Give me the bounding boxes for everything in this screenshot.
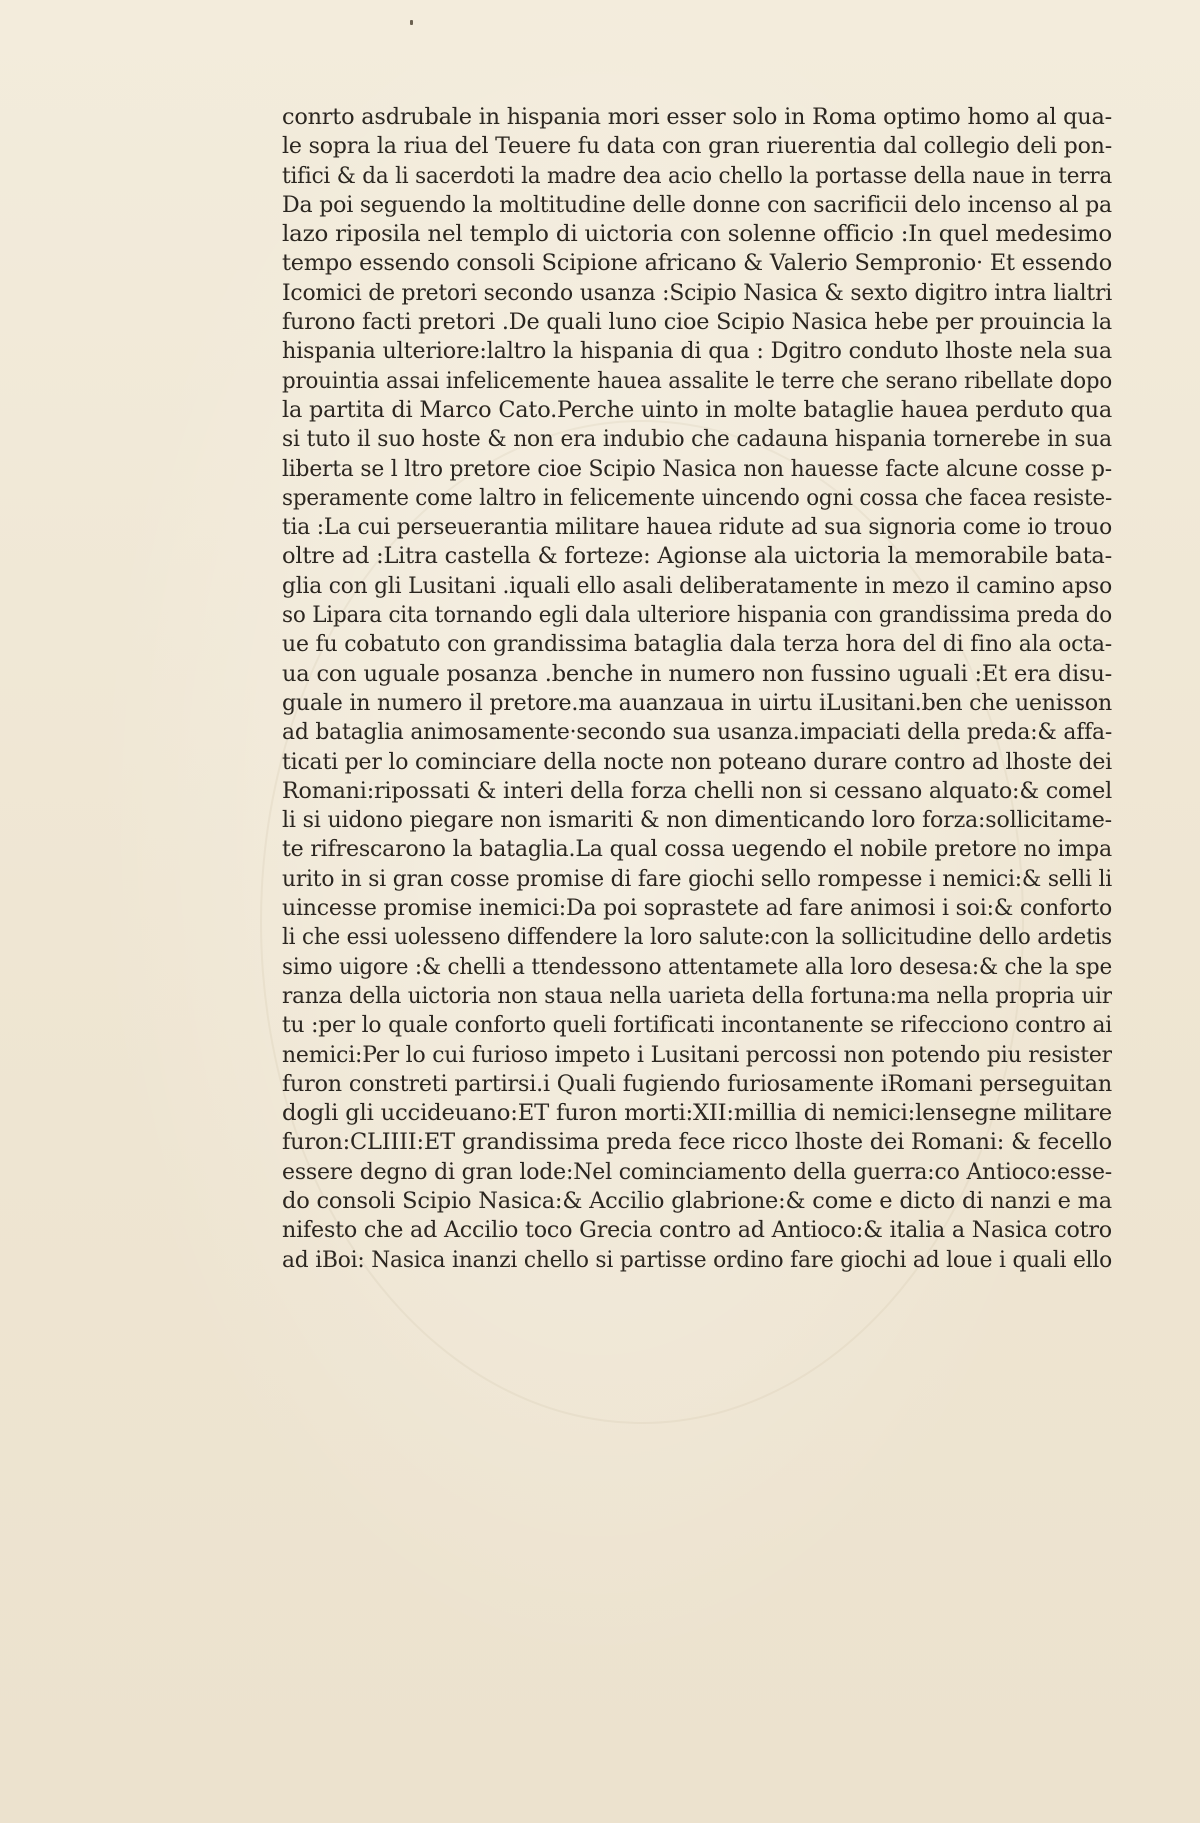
text-line: prouintia assai infelicemente hauea assalite le terre che serano ribellate dopo <box>282 368 1112 394</box>
text-line: ue fu cobatuto con grandissima bataglia dala terza hora del di fino ala octa- <box>282 632 1112 658</box>
text-line: ua con uguale posanza .benche in numero non fussino uguali :Et era disu- <box>282 661 1112 687</box>
text-line: ad iBoi: Nasica inanzi chello si partisse ordino fare giochi ad loue i quali ello <box>282 1247 1112 1273</box>
text-line: te rifrescarono la bataglia.La qual cossa uegendo el nobile pretore no impa <box>282 837 1112 863</box>
text-line: ranza della uictoria non staua nella uarieta della fortuna:ma nella propria uir <box>282 983 1112 1009</box>
text-line: liberta se l ltro pretore cioe Scipio Nasica non hauesse facte alcune cosse p- <box>282 456 1112 482</box>
text-line: Icomici de pretori secondo usanza :Scipio Nasica & sexto digitro intra lialtri <box>282 280 1112 306</box>
text-line: la partita di Marco Cato.Perche uinto in molte bataglie hauea perduto qua <box>282 397 1112 423</box>
text-line: oltre ad :Litra castella & forteze: Agionse ala uictoria la memorabile bata- <box>282 544 1112 570</box>
text-line: si tuto il suo hoste & non era indubio che cadauna hispania tornerebe in sua <box>282 427 1112 453</box>
text-line: tu :per lo quale conforto queli fortificati incontanente se rifecciono contro ai <box>282 1013 1112 1039</box>
text-line: guale in numero il pretore.ma auanzaua in uirtu iLusitani.ben che uenisson <box>282 690 1112 716</box>
ink-speck <box>410 20 413 25</box>
text-line: furon constreti partirsi.i Quali fugiendo furiosamente iRomani perseguitan <box>282 1071 1112 1097</box>
text-line: furon:CLIIII:ET grandissima preda fece ricco lhoste dei Romani: & fecello <box>282 1130 1112 1156</box>
text-line: tifici & da li sacerdoti la madre dea acio chello la portasse della naue in terra <box>282 163 1112 189</box>
text-column <box>282 103 1112 1275</box>
text-line: li che essi uolesseno diffendere la loro salute:con la sollicitudine dello ardetis <box>282 925 1112 951</box>
text-line: speramente come laltro in felicemente uincendo ogni cossa che facea resiste- <box>282 485 1112 511</box>
text-line: ad bataglia animosamente·secondo sua usanza.impaciati della preda:& affa- <box>282 720 1112 746</box>
text-line: nifesto che ad Accilio toco Grecia contro ad Antioco:& italia a Nasica cotro <box>282 1218 1112 1244</box>
text-line: do consoli Scipio Nasica:& Accilio glabrione:& come e dicto di nanzi e ma <box>282 1188 1112 1214</box>
text-line: le sopra la riua del Teuere fu data con gran riuerentia dal collegio deli pon- <box>282 134 1112 160</box>
text-line: conrto asdrubale in hispania mori esser solo in Roma optimo homo al qua- <box>282 105 1112 130</box>
text-line: ticati per lo cominciare della nocte non poteano durare contro ad lhoste dei <box>282 749 1112 775</box>
text-line: lazo riposila nel templo di uictoria con solenne officio :In quel medesimo <box>282 222 1112 248</box>
text-line: Romani:ripossati & interi della forza chelli non si cessano alquato:& comel <box>282 778 1112 804</box>
text-line: li si uidono piegare non ismariti & non dimenticando loro forza:sollicitame- <box>282 808 1112 834</box>
text-line: nemici:Per lo cui furioso impeto i Lusitani percossi non potendo piu resister <box>282 1042 1112 1068</box>
text-line: uincesse promise inemici:Da poi soprastete ad fare animosi i soi:& conforto <box>282 896 1112 922</box>
text-line: tempo essendo consoli Scipione africano & Valerio Sempronio· Et essendo <box>282 251 1112 277</box>
text-line: furono facti pretori .De quali luno cioe Scipio Nasica hebe per prouincia la <box>282 310 1112 336</box>
text-line: dogli gli uccideuano:ET furon morti:XII:millia di nemici:lensegne militare <box>282 1101 1112 1127</box>
text-line: simo uigore :& chelli a ttendessono attentamete alla loro desesa:& che la spe <box>282 954 1112 980</box>
text-line: so Lipara cita tornando egli dala ulteriore hispania con grandissima preda do <box>282 603 1112 629</box>
text-line: tia :La cui perseuerantia militare hauea ridute ad sua signoria come io trouo <box>282 515 1112 541</box>
text-line: urito in si gran cosse promise di fare giochi sello rompesse i nemici:& selli li <box>282 866 1112 892</box>
text-line: glia con gli Lusitani .iquali ello asali deliberatamente in mezo il camino apso <box>282 573 1112 599</box>
text-line: hispania ulteriore:laltro la hispania di qua : Dgitro conduto lhoste nela sua <box>282 339 1112 365</box>
text-line: essere degno di gran lode:Nel cominciamento della guerra:co Antioco:esse- <box>282 1159 1112 1185</box>
text-line: Da poi seguendo la moltitudine delle donne con sacrificii delo incenso al pa <box>282 192 1112 218</box>
